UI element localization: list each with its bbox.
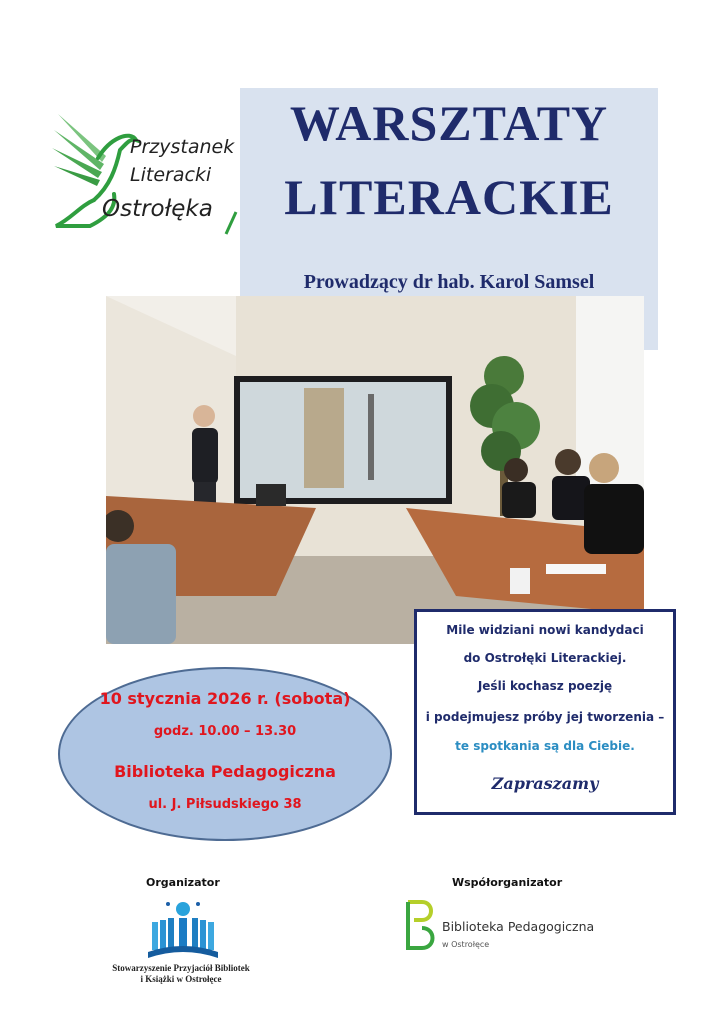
przystanek-literacki-logo <box>50 108 240 238</box>
invite-line-4: i podejmujesz próby jej tworzenia – <box>425 710 665 724</box>
event-time: godz. 10.00 – 13.30 <box>153 724 297 739</box>
title-line-warsztaty: WARSZTATY <box>289 95 609 151</box>
organizer-label: Organizator <box>146 876 220 889</box>
invite-line-2: do Ostrołęki Literackiej. <box>463 651 627 665</box>
logo-line-literacki: Literacki <box>130 164 212 186</box>
organizer-name <box>96 963 266 985</box>
co-organizer-city: w Ostrołęce <box>442 940 490 949</box>
logo-line-ostroleka: Ostrołęka <box>102 196 213 222</box>
invite-closing: Zapraszamy <box>491 774 599 793</box>
invite-line-1: Mile widziani nowi kandydaci <box>446 623 644 637</box>
host-line-name: Prowadzący dr hab. Karol Samsel <box>303 271 595 293</box>
library-logo-icon <box>404 898 438 952</box>
invite-line-3: Jeśli kochasz poezję <box>477 679 613 693</box>
title-line-literackie: LITERACKIE <box>284 169 614 225</box>
workshop-photo <box>106 296 644 644</box>
organizer-name-line-2: i Książki w Ostrołęce <box>140 974 222 984</box>
invite-line-5: te spotkania są dla Ciebie. <box>455 739 635 753</box>
invitation-box <box>414 609 676 815</box>
co-organizer-name: Biblioteka Pedagogiczna <box>442 919 595 934</box>
organizer-name-line-1: Stowarzyszenie Przyjaciół Bibliotek <box>112 963 250 973</box>
book-people-logo-icon <box>146 900 220 962</box>
event-details-ellipse <box>58 667 392 841</box>
event-venue: Biblioteka Pedagogiczna <box>114 762 336 781</box>
event-address: ul. J. Piłsudskiego 38 <box>148 797 302 812</box>
logo-line-przystanek: Przystanek <box>130 136 235 158</box>
event-date: 10 stycznia 2026 r. (sobota) <box>99 689 351 708</box>
co-organizer-label: Współorganizator <box>452 876 563 889</box>
